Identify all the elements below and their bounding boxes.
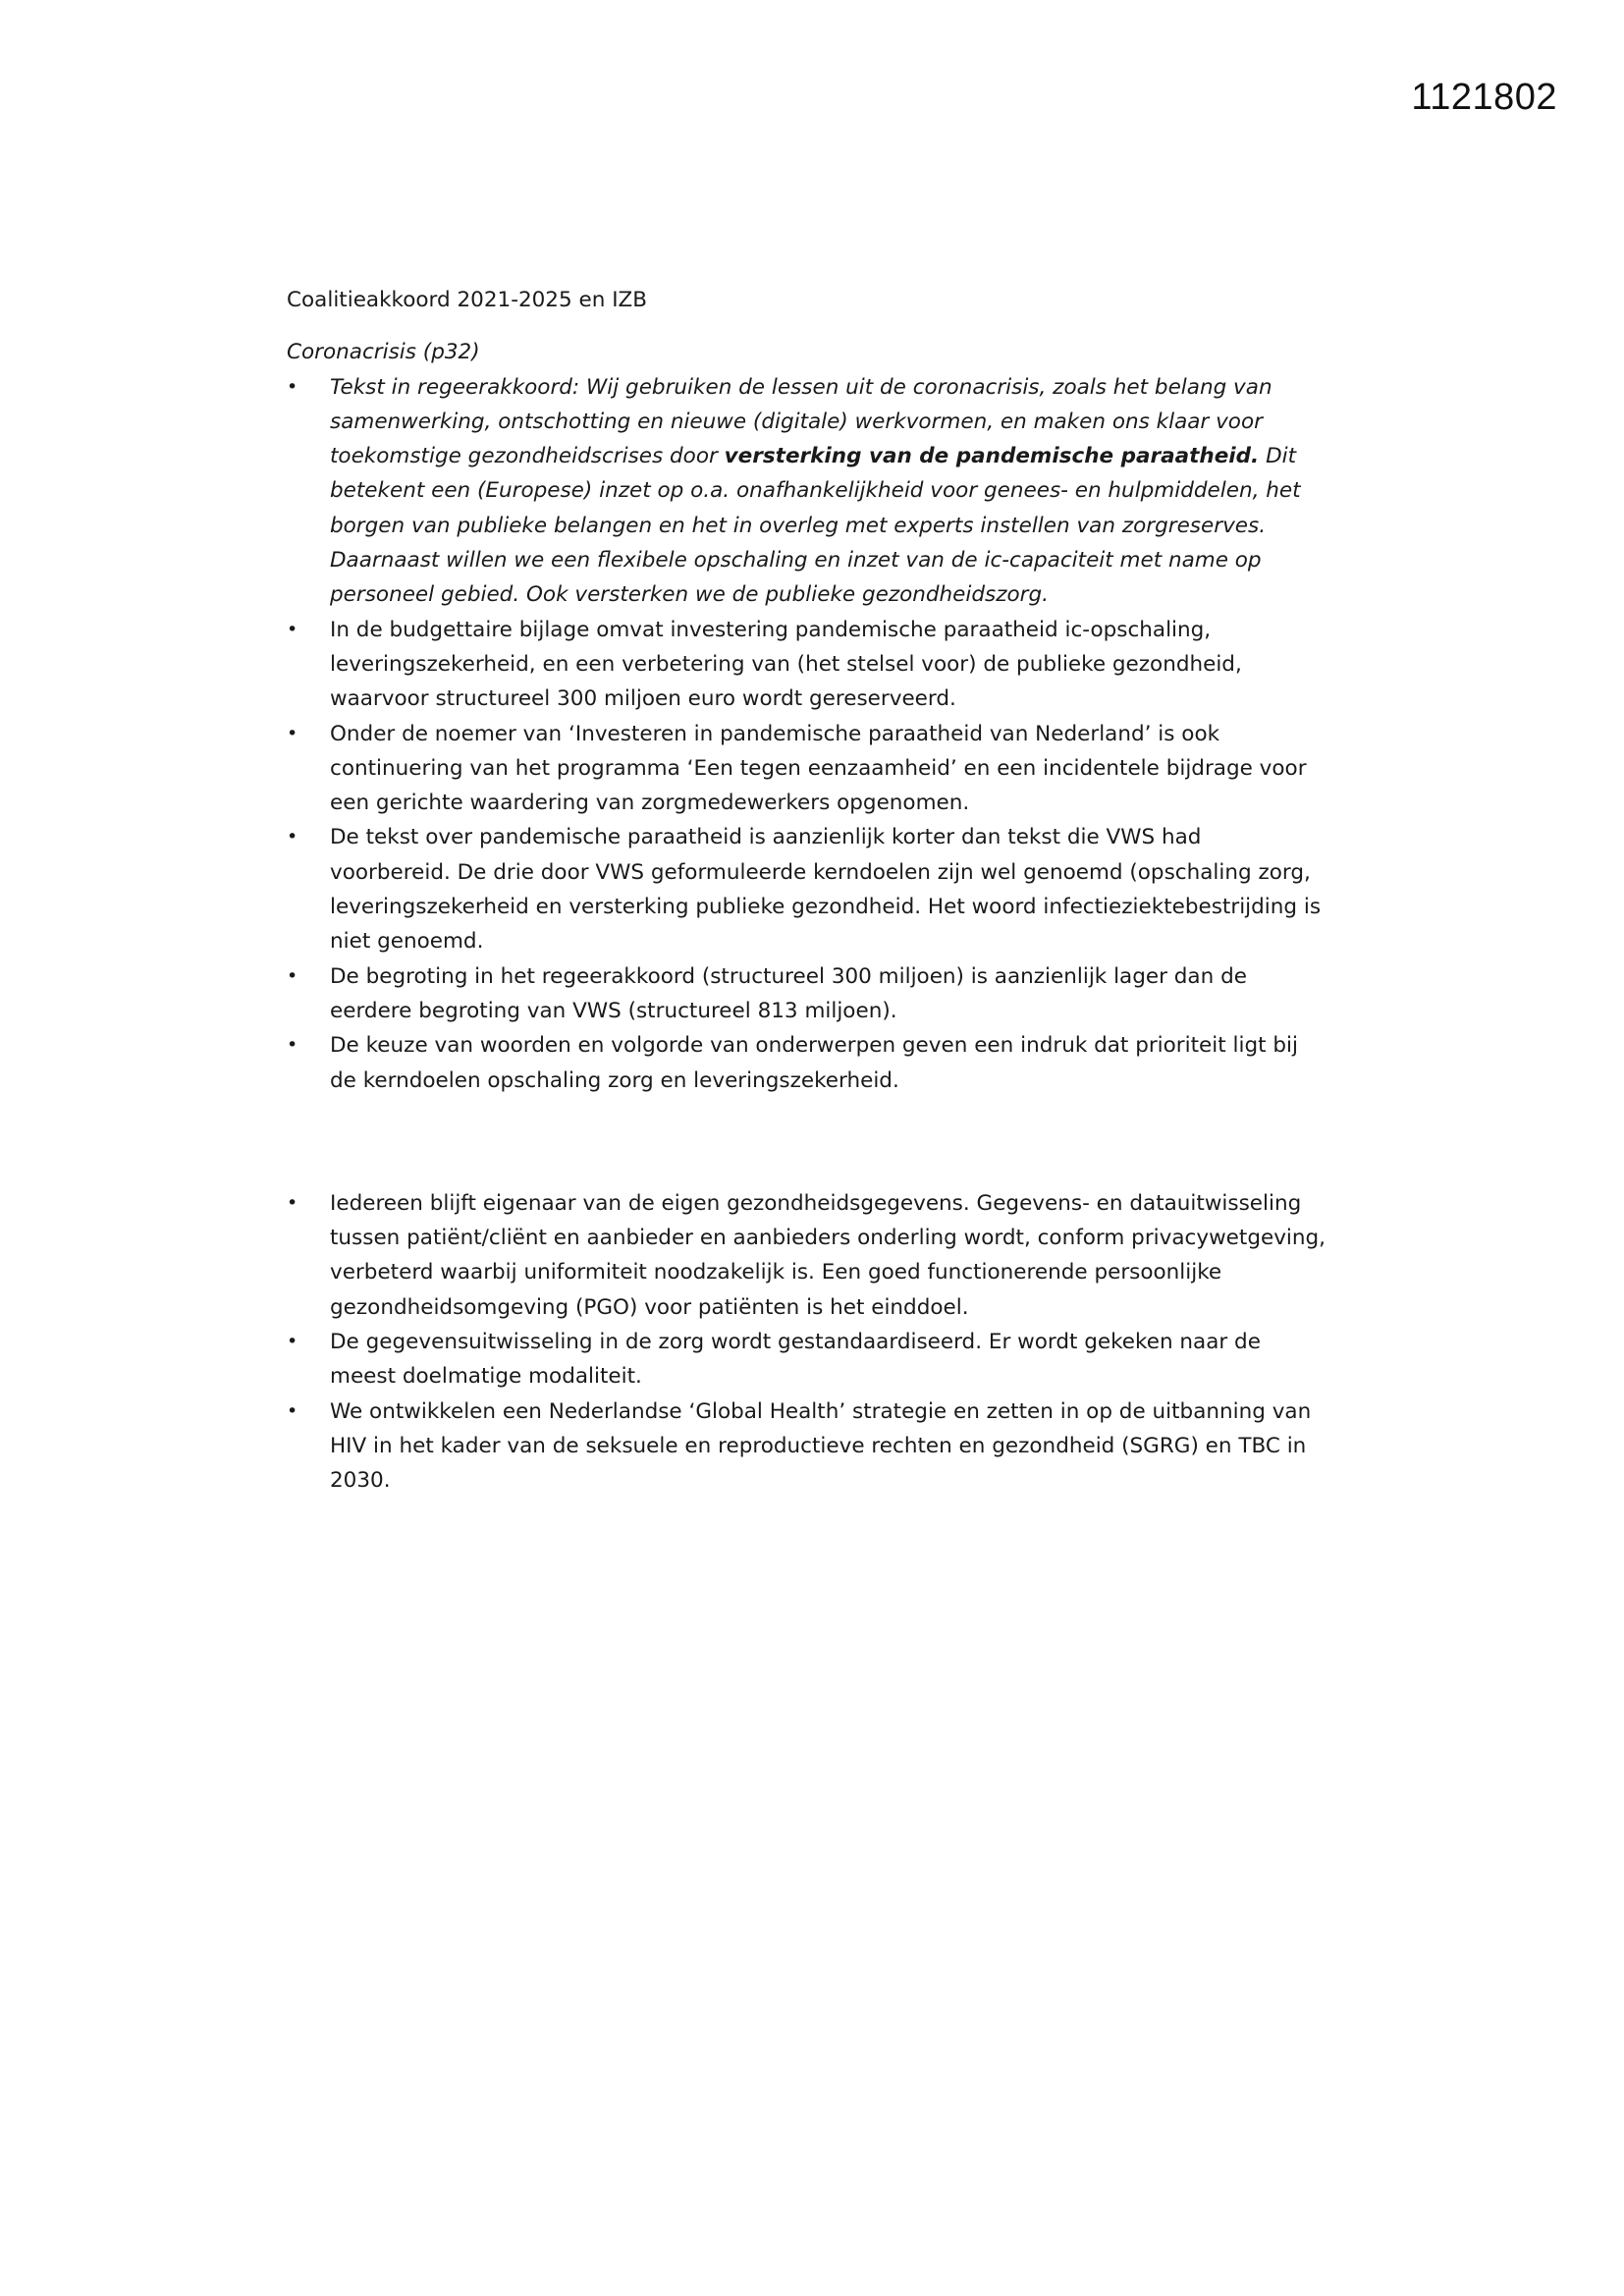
- quote-text-part1: Tekst in regeerakkoord: Wij gebruiken de lessen uit de coronacrisis, zoals het belang van samenwerking, ontschotting en nieuwe (digitale) werkvormen, en maken ons klaar voor toekomstige gezondheidscrises door: [330, 374, 1272, 469]
- list-item: • De keuze van woorden en volgorde van onderwerpen geven een indruk dat prioriteit ligt bij de kerndoelen opschaling zorg en leveringszekerheid.: [287, 1028, 1327, 1098]
- document-number: 1121802: [1411, 77, 1557, 118]
- document-body: [287, 283, 1327, 1499]
- section-heading-coronacrisis: Coronacrisis (p32): [287, 340, 480, 365]
- list-item: • We ontwikkelen een Nederlandse ‘Global Health’ strategie en zetten in op de uitbanning van HIV in het kader van de seksuele en reproductieve rechten en gezondheid (SGRG) en TBC in 2030.: [287, 1394, 1327, 1499]
- list-item: • Onder de noemer van ‘Investeren in pandemische paraatheid van Nederland’ is ook continuering van het programma ‘Een tegen eenzaamheid’ en een incidentele bijdrage voor een gerichte waardering van zorgmedewerkers opgenomen.: [287, 717, 1327, 821]
- data-exchange-bullet-list: [287, 1186, 1327, 1499]
- list-item: • De gegevensuitwisseling in de zorg wordt gestandaardiseerd. Er wordt gekeken naar de meest doelmatige modaliteit.: [287, 1325, 1327, 1394]
- list-item: • De tekst over pandemische paraatheid is aanzienlijk korter dan tekst die VWS had voorbereid. De drie door VWS geformuleerde kerndoelen zijn wel genoemd (opschaling zorg, leveringszekerheid en versterking publieke gezondheid. Het woord infectieziektebestrijding is niet genoemd.: [287, 820, 1327, 958]
- section-spacer: [287, 1098, 1327, 1186]
- list-item: [287, 370, 1327, 613]
- list-item: • Iedereen blijft eigenaar van de eigen gezondheidsgegevens. Gegevens- en datauitwisseling tussen patiënt/cliënt en aanbieder en aanbieders onderling wordt, conform privacywetgeving, verbeterd waarbij uniformiteit noodzakelijk is. Een goed functionerende persoonlijke gezondheidsomgeving (PGO) voor patiënten is het einddoel.: [287, 1186, 1327, 1325]
- coronacrisis-bullet-list: [287, 370, 1327, 1098]
- quote-text-part2: Dit betekent een (Europese) inzet op o.a. onafhankelijkheid voor genees- en hulpmiddelen, het borgen van publieke belangen en het in overleg met experts instellen van zorgreserves. Daarnaast willen we een flexibele opschaling en inzet van de ic-capaciteit met name op personeel gebied. Ook versterken we de publieke gezondheidszorg.: [330, 444, 1301, 608]
- list-item: • In de budgettaire bijlage omvat investering pandemische paraatheid ic-opschaling, leveringszekerheid, en een verbetering van (het stelsel voor) de publieke gezondheid, waarvoor structureel 300 miljoen euro wordt gereserveerd.: [287, 613, 1327, 717]
- quote-text-bold: versterking van de pandemische paraatheid.: [724, 444, 1260, 469]
- document-title: Coalitieakkoord 2021-2025 en IZB: [287, 288, 648, 312]
- list-item: • De begroting in het regeerakkoord (structureel 300 miljoen) is aanzienlijk lager dan de eerdere begroting van VWS (structureel 813 miljoen).: [287, 959, 1327, 1029]
